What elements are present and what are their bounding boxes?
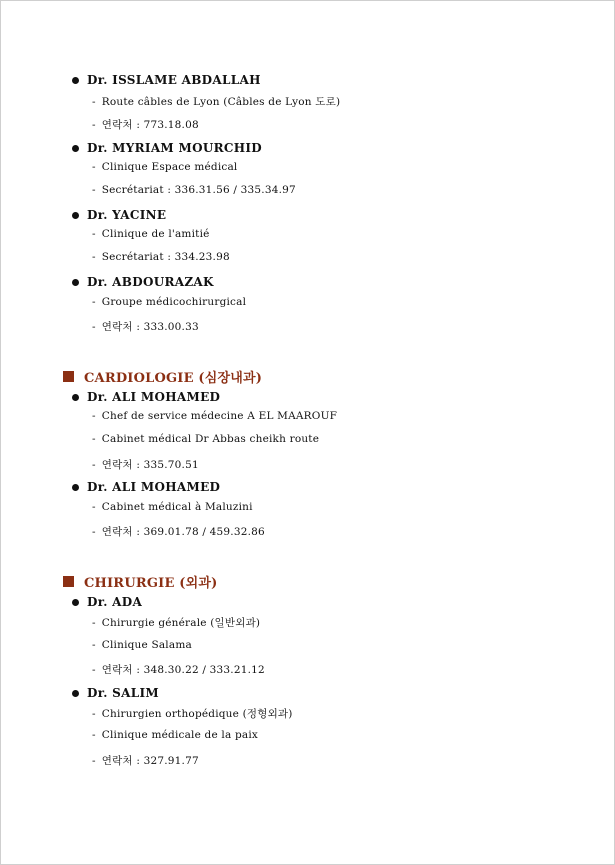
doctor-contact: - 연락처 : 327.91.77: [92, 755, 199, 767]
section-heading-cardiology: [63, 367, 262, 386]
doctor-detail: - Clinique Espace médical: [92, 161, 238, 173]
doctor-entry: [72, 595, 142, 609]
doctor-contact: - 연락처 : 773.18.08: [92, 119, 199, 131]
doctor-entry: [72, 208, 166, 222]
doctor-entry: [72, 141, 262, 155]
doctor-detail: - Chef de service médecine A EL MAAROUF: [92, 410, 338, 422]
section-title: CARDIOLOGIE (심장내과): [84, 371, 263, 386]
bullet-icon: [72, 279, 79, 286]
doctor-name: Dr. YACINE: [87, 208, 167, 222]
bullet-icon: [72, 212, 79, 219]
bullet-icon: [72, 690, 79, 697]
section-heading-surgery: [63, 572, 218, 591]
doctor-contact: - Secrétariat : 334.23.98: [92, 251, 230, 263]
bullet-icon: [72, 394, 79, 401]
doctor-entry: [72, 480, 220, 494]
doctor-detail: - Clinique Salama: [92, 639, 192, 651]
doctor-detail: - Cabinet médical à Maluzini: [92, 501, 253, 513]
section-title: CHIRURGIE (외과): [84, 576, 218, 591]
bullet-icon: [72, 599, 79, 606]
doctor-contact: - 연락처 : 335.70.51: [92, 459, 199, 471]
doctor-contact: - 연락처 : 369.01.78 / 459.32.86: [92, 526, 265, 538]
doctor-detail: - Chirurgie générale (일반외과): [92, 617, 261, 629]
doctor-entry: [72, 275, 214, 289]
doctor-detail: - Groupe médicochirurgical: [92, 296, 247, 308]
doctor-name: Dr. MYRIAM MOURCHID: [87, 141, 262, 155]
doctor-entry: [72, 73, 261, 87]
doctor-detail: - Cabinet médical Dr Abbas cheikh route: [92, 433, 320, 445]
square-bullet-icon: [63, 371, 74, 382]
doctor-detail: - Chirurgien orthopédique (정형외과): [92, 708, 293, 720]
doctor-detail: - Clinique de l'amitié: [92, 228, 210, 240]
doctor-entry: [72, 390, 220, 404]
doctor-name: Dr. ISSLAME ABDALLAH: [87, 73, 261, 87]
doctor-name: Dr. ALI MOHAMED: [87, 390, 221, 404]
doctor-name: Dr. ADA: [87, 595, 143, 609]
doctor-contact: - Secrétariat : 336.31.56 / 335.34.97: [92, 184, 296, 196]
doctor-entry: [72, 686, 159, 700]
doctor-contact: - 연락처 : 348.30.22 / 333.21.12: [92, 664, 265, 676]
bullet-icon: [72, 77, 79, 84]
square-bullet-icon: [63, 576, 74, 587]
doctor-name: Dr. ABDOURAZAK: [87, 275, 214, 289]
doctor-contact: - 연락처 : 333.00.33: [92, 321, 199, 333]
doctor-detail: - Clinique médicale de la paix: [92, 729, 259, 741]
bullet-icon: [72, 484, 79, 491]
doctor-name: Dr. SALIM: [87, 686, 159, 700]
doctor-detail: - Route câbles de Lyon (Câbles de Lyon 도로): [92, 96, 341, 108]
bullet-icon: [72, 145, 79, 152]
doctor-name: Dr. ALI MOHAMED: [87, 480, 221, 494]
